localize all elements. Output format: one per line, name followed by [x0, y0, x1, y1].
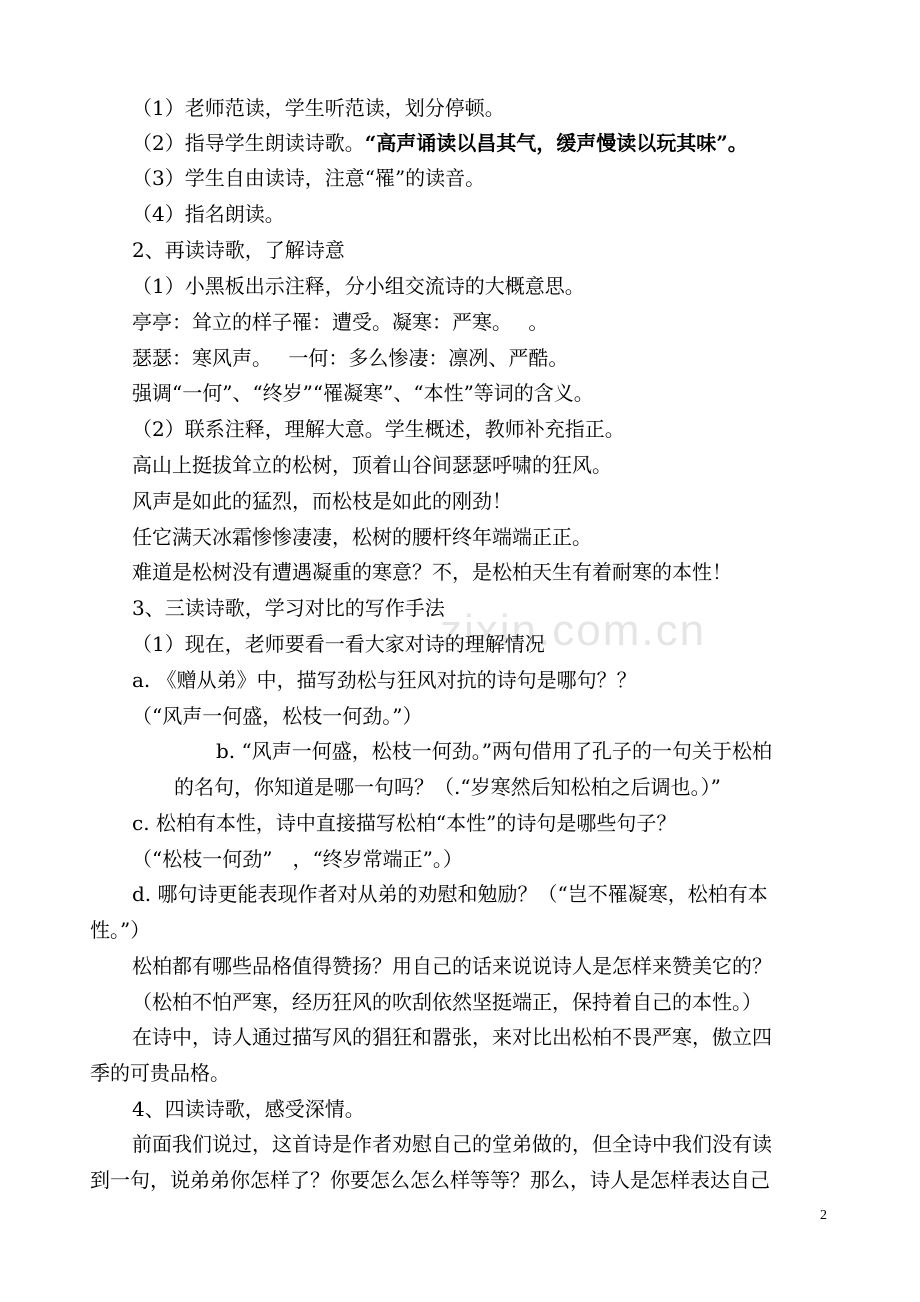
section-heading: 2、再读诗歌，了解诗意 [132, 238, 345, 262]
text-line: （“松枝一何劲” ，“终岁常端正”。） [132, 847, 463, 871]
section-heading: 4、四读诗歌，感受深情。 [132, 1097, 365, 1121]
text-line: d. 哪句诗更能表现作者对从弟的劝慰和勉励？（“岂不罹凝寒，松柏有本 [132, 882, 768, 906]
page-number: 2 [820, 1208, 827, 1223]
text-span: （2）指导学生朗读诗歌。 [132, 131, 365, 155]
text-line: （2）联系注释，理解大意。学生概述，教师补充指正。 [132, 417, 625, 441]
text-line: 性。”） [90, 918, 151, 942]
text-line: 季的可贵品格。 [90, 1061, 230, 1085]
text-line: c. 松柏有本性，诗中直接描写松柏“本性”的诗句是哪些句子？ [132, 811, 677, 835]
text-line: 到一句，说弟弟你怎样了？你要怎么怎么样等等？那么，诗人是怎样表达自己 [90, 1168, 770, 1192]
text-line: 难道是松树没有遭遇凝重的寒意？不，是松柏天生有着耐寒的本性！ [132, 560, 732, 584]
text-line: （1）小黑板出示注释，分小组交流诗的大概意思。 [132, 274, 585, 298]
text-line: a. 《赠从弟》中，描写劲松与狂风对抗的诗句是哪句？？ [132, 668, 637, 692]
text-line [132, 129, 748, 157]
text-line: （松柏不怕严寒，经历狂风的吹刮依然坚挺端正，保持着自己的本性。） [132, 990, 762, 1014]
text-line: 风声是如此的猛烈，而松枝是如此的刚劲！ [132, 489, 512, 513]
text-line: 松柏都有哪些品格值得赞扬？用自己的话来说说诗人是怎样来赞美它的？ [132, 954, 772, 978]
section-heading: 3、三读诗歌，学习对比的写作手法 [132, 596, 445, 620]
text-line: （1）现在，老师要看一看大家对诗的理解情况 [132, 632, 545, 656]
text-line: 任它满天冰霜惨惨凄凄，松树的腰杆终年端端正正。 [132, 525, 592, 549]
text-line: （3）学生自由读诗，注意“罹”的读音。 [132, 166, 486, 190]
text-line: （4）指名朗读。 [132, 202, 285, 226]
watermark: zixin.com.cn [440, 606, 707, 655]
text-line: （1）老师范读，学生听范读，划分停顿。 [132, 96, 505, 120]
text-line: 前面我们说过，这首诗是作者劝慰自己的堂弟做的，但全诗中我们没有读 [132, 1132, 772, 1156]
text-line: 瑟瑟：寒风声。 一何：多么惨凄：凛冽、严酷。 [132, 346, 569, 370]
text-line: b. “风声一何盛，松枝一何劲。”两句借用了孔子的一句关于松柏 [216, 739, 772, 763]
text-line: 的名句，你知道是哪一句吗？（.“岁寒然后知松柏之后调也。）” [174, 775, 721, 799]
text-line: 高山上挺拔耸立的松树，顶着山谷间瑟瑟呼啸的狂风。 [132, 453, 612, 477]
text-line: 亭亭：耸立的样子罹：遭受。凝寒：严寒。 。 [132, 310, 549, 334]
text-line: （“风声一何盛，松枝一何劲。”） [132, 704, 423, 728]
text-line: 强调“一何”、“终岁”“罹凝寒”、“本性”等词的含义。 [132, 381, 594, 405]
text-line: 在诗中，诗人通过描写风的猖狂和嚣张，来对比出松柏不畏严寒，傲立四 [132, 1025, 772, 1049]
emphasis-text: “高声诵读以昌其气，缓声慢读以玩其味”。 [364, 131, 748, 155]
